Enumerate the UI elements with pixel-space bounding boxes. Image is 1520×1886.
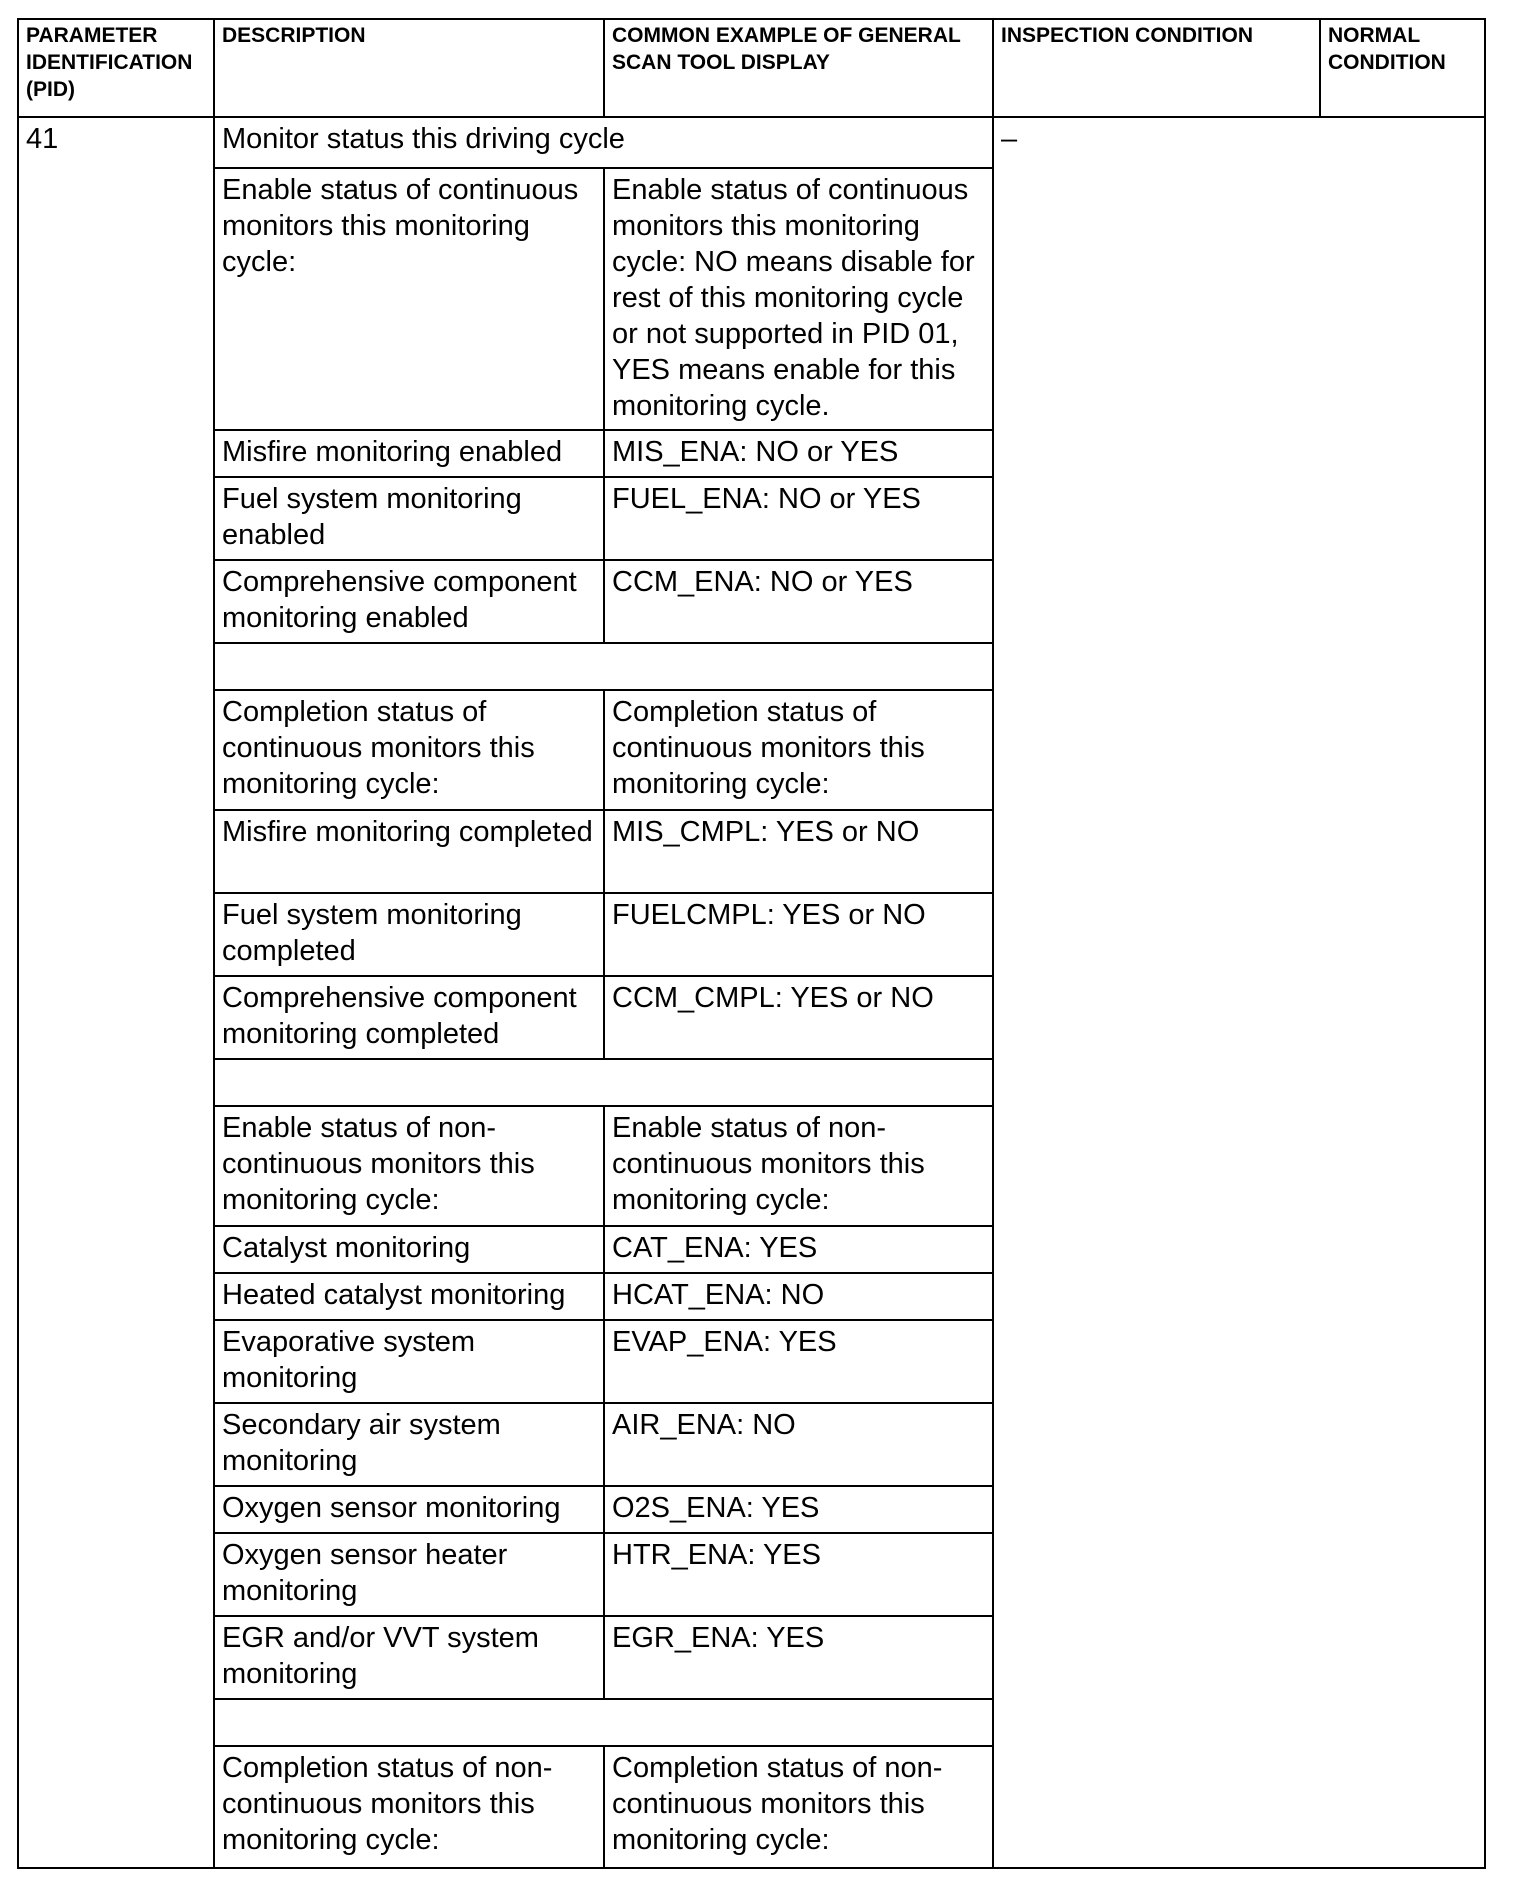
- description-cell: EGR and/or VVT system monitoring: [214, 1616, 604, 1699]
- description-cell: Comprehensive component monitoring enabled: [214, 560, 604, 643]
- spacer-cell: [214, 1059, 993, 1106]
- table-row: [18, 117, 1485, 168]
- header-inspection-condition: INSPECTION CONDITION: [993, 19, 1320, 117]
- display-cell: MIS_CMPL: YES or NO: [604, 810, 993, 893]
- header-scan-tool-display: COMMON EXAMPLE OF GENERAL SCAN TOOL DISPLAY: [604, 19, 993, 117]
- header-pid: PARAMETER IDENTIFICATION (PID): [18, 19, 214, 117]
- display-cell: Enable status of continuous monitors this monitoring cycle: NO means disable for rest of this monitoring cycle or not supported in PID 01, YES means enable for this monitoring cycle.: [604, 168, 993, 430]
- display-cell: Enable status of non-continuous monitors this monitoring cycle:: [604, 1106, 993, 1226]
- header-normal-condition: NORMAL CONDITION: [1320, 19, 1485, 117]
- spacer-cell: [214, 643, 993, 690]
- group-title: Monitor status this driving cycle: [214, 117, 993, 168]
- spacer-cell: [214, 1699, 993, 1746]
- display-cell: MIS_ENA: NO or YES: [604, 430, 993, 477]
- display-cell: EGR_ENA: YES: [604, 1616, 993, 1699]
- inspection-condition-value: –: [993, 117, 1485, 1868]
- description-cell: Evaporative system monitoring: [214, 1320, 604, 1403]
- display-cell: CCM_ENA: NO or YES: [604, 560, 993, 643]
- display-cell: HCAT_ENA: NO: [604, 1273, 993, 1320]
- description-cell: Oxygen sensor monitoring: [214, 1486, 604, 1533]
- pid-table: [17, 18, 1486, 1869]
- description-cell: Fuel system monitoring completed: [214, 893, 604, 976]
- description-cell: Enable status of continuous monitors this monitoring cycle:: [214, 168, 604, 430]
- description-cell: Catalyst monitoring: [214, 1226, 604, 1273]
- display-cell: FUEL_ENA: NO or YES: [604, 477, 993, 560]
- display-cell: O2S_ENA: YES: [604, 1486, 993, 1533]
- display-cell: CAT_ENA: YES: [604, 1226, 993, 1273]
- description-cell: Enable status of non-continuous monitors this monitoring cycle:: [214, 1106, 604, 1226]
- description-cell: Comprehensive component monitoring completed: [214, 976, 604, 1059]
- display-cell: CCM_CMPL: YES or NO: [604, 976, 993, 1059]
- description-cell: Completion status of non-continuous monitors this monitoring cycle:: [214, 1746, 604, 1868]
- display-cell: HTR_ENA: YES: [604, 1533, 993, 1616]
- display-cell: AIR_ENA: NO: [604, 1403, 993, 1486]
- description-cell: Heated catalyst monitoring: [214, 1273, 604, 1320]
- header-row: [18, 19, 1485, 117]
- description-cell: Fuel system monitoring enabled: [214, 477, 604, 560]
- display-cell: FUELCMPL: YES or NO: [604, 893, 993, 976]
- display-cell: Completion status of continuous monitors this monitoring cycle:: [604, 690, 993, 810]
- display-cell: EVAP_ENA: YES: [604, 1320, 993, 1403]
- description-cell: Oxygen sensor heater monitoring: [214, 1533, 604, 1616]
- description-cell: Completion status of continuous monitors this monitoring cycle:: [214, 690, 604, 810]
- header-description: DESCRIPTION: [214, 19, 604, 117]
- display-cell: Completion status of non-continuous monitors this monitoring cycle:: [604, 1746, 993, 1868]
- description-cell: Secondary air system monitoring: [214, 1403, 604, 1486]
- pid-value: 41: [18, 117, 214, 1868]
- description-cell: Misfire monitoring completed: [214, 810, 604, 893]
- description-cell: Misfire monitoring enabled: [214, 430, 604, 477]
